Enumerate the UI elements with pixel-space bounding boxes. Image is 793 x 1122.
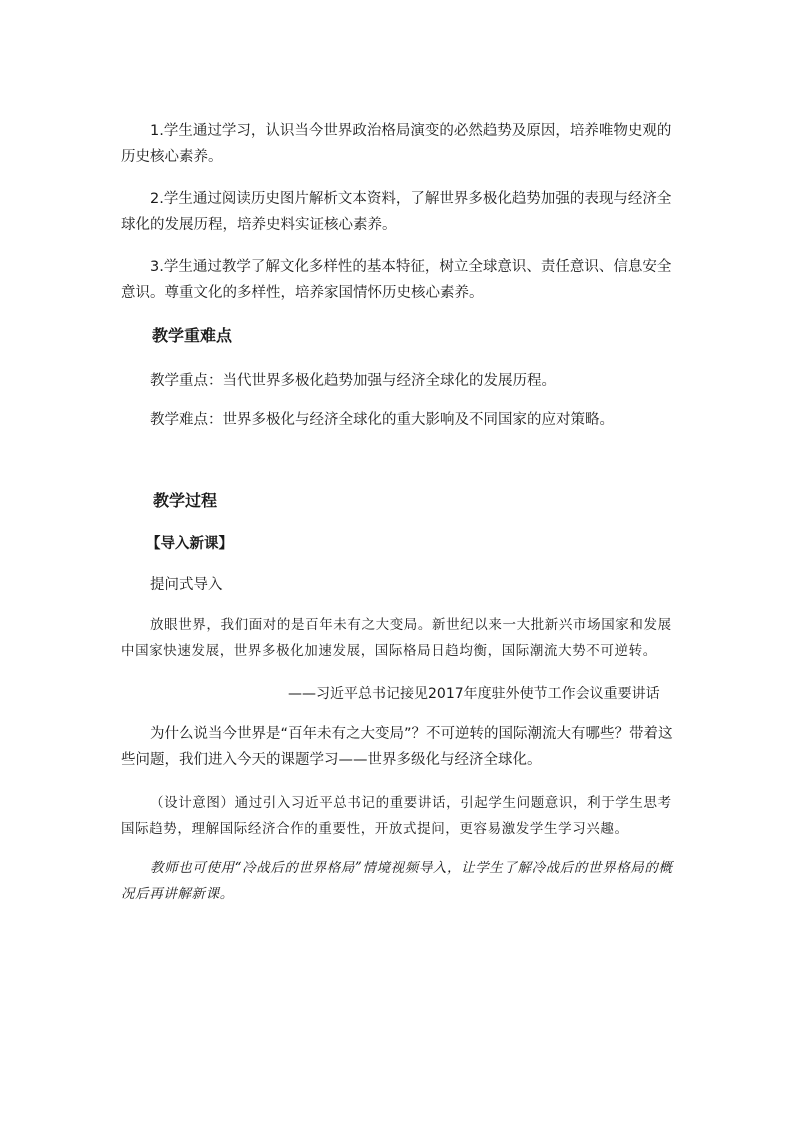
intro-method: 提问式导入 <box>150 577 223 593</box>
teaching-focus: 教学重点：当代世界多极化趋势加强与经济全球化的发展历程。 <box>150 373 556 389</box>
process-heading: 教学过程 <box>153 491 218 510</box>
objective-2: 2.学生通过阅读历史图片解析文本资料，了解世界多极化趋势加强的表现与经济全球化的发展历程，培养史料实证核心素养。 <box>121 191 672 233</box>
teaching-difficulty: 教学难点：世界多极化与经济全球化的重大影响及不同国家的应对策略。 <box>150 412 614 428</box>
quote-source: ——习近平总书记接见2017年度驻外使节工作会议重要讲话 <box>288 686 660 702</box>
quote-text: 放眼世界，我们面对的是百年未有之大变局。新世纪以来一大批新兴市场国家和发展中国家快速发展，世界多极化加速发展，国际格局日趋均衡，国际潮流大势不可逆转。 <box>121 617 672 659</box>
objective-1: 1.学生通过学习，认识当今世界政治格局演变的必然趋势及原因，培养唯物史观的历史核心素养。 <box>121 123 672 165</box>
guiding-question: 为什么说当今世界是“百年未有之大变局”？不可逆转的国际潮流大有哪些？带着这些问题，我们进入今天的课题学习——世界多级化与经济全球化。 <box>121 726 673 768</box>
objective-3: 3.学生通过教学了解文化多样性的基本特征，树立全球意识、责任意识、信息安全意识。尊重文化的多样性，培养家国情怀历史核心素养。 <box>121 259 672 301</box>
design-intent: （设计意图）通过引入习近平总书记的重要讲话，引起学生问题意识，利于学生思考国际趋势，理解国际经济合作的重要性，开放式提问，更容易激发学生学习兴趣。 <box>121 795 672 837</box>
intro-heading: 【导入新课】 <box>146 536 233 552</box>
key-points-heading: 教学重难点 <box>152 326 233 345</box>
teacher-note: 教师也可使用“冷战后的世界格局”情境视频导入，让学生了解冷战后的世界格局的概况后再讲解新课。 <box>121 860 673 902</box>
